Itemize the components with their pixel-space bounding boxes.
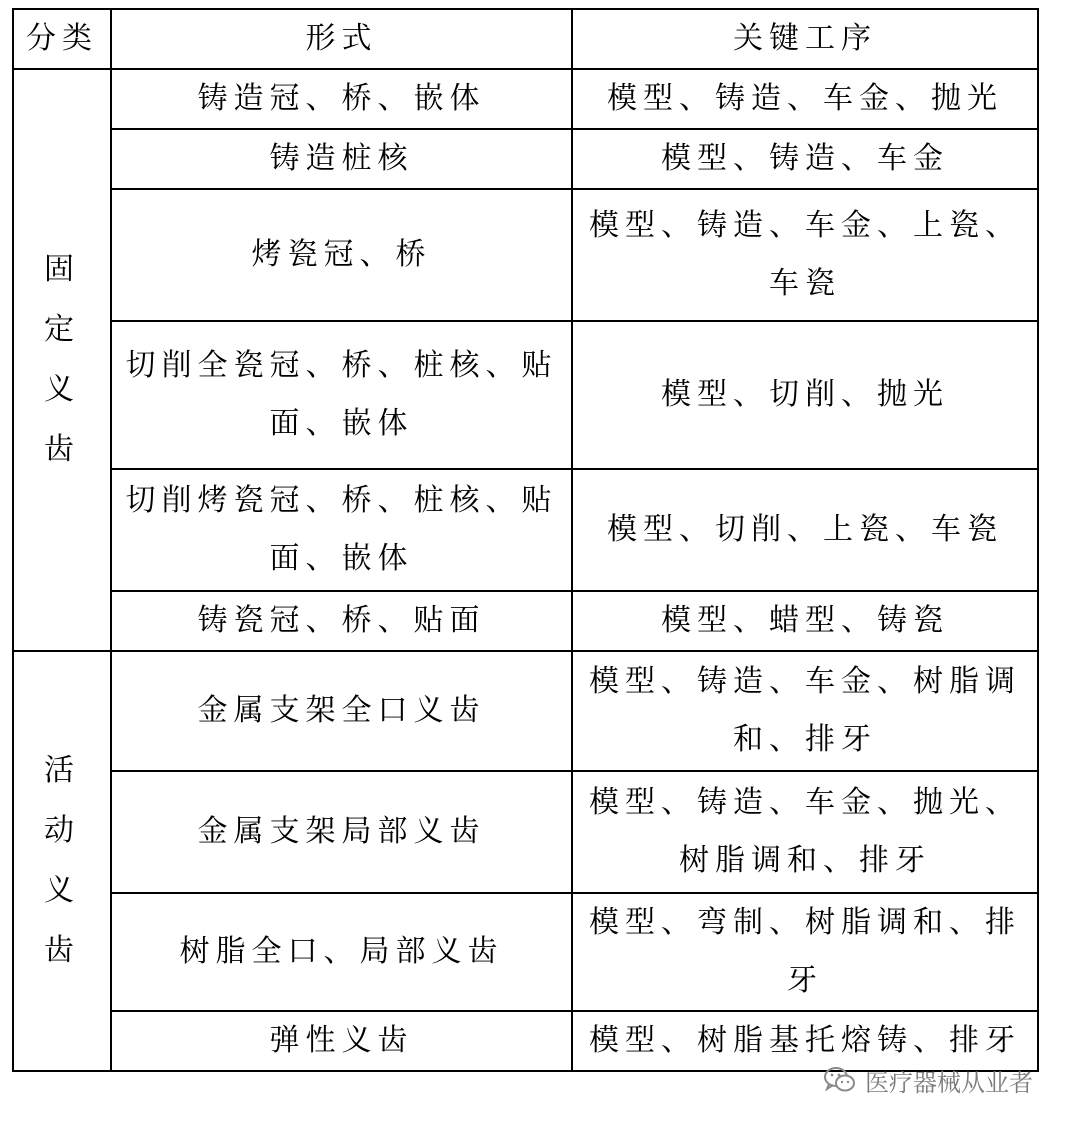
category-char: 齿 (44, 933, 80, 968)
process-cell: 模型、铸造、车金、树脂调和、排牙 (572, 651, 1038, 771)
category-char: 定 (44, 312, 80, 347)
table-row (13, 651, 1038, 771)
form-cell: 烤瓷冠、桥 (111, 189, 572, 321)
process-cell: 模型、铸造、车金、抛光 (572, 69, 1038, 129)
category-char: 义 (44, 372, 80, 407)
category-fixed-denture (13, 69, 111, 651)
table-row (13, 69, 1038, 129)
watermark (823, 1060, 1033, 1100)
table-row (13, 321, 1038, 469)
form-cell: 铸瓷冠、桥、贴面 (111, 591, 572, 651)
process-cell: 模型、铸造、车金、抛光、树脂调和、排牙 (572, 771, 1038, 893)
category-removable-denture (13, 651, 111, 1071)
process-cell: 模型、蜡型、铸瓷 (572, 591, 1038, 651)
header-category: 分类 (13, 9, 111, 69)
process-cell: 模型、树脂基托熔铸、排牙 (572, 1011, 1038, 1071)
process-cell: 模型、弯制、树脂调和、排牙 (572, 893, 1038, 1011)
wechat-icon (823, 1066, 857, 1094)
watermark-text: 医疗器械从业者 (865, 1068, 1033, 1097)
form-cell: 铸造桩核 (111, 129, 572, 189)
table-row (13, 591, 1038, 651)
category-char: 义 (44, 873, 80, 908)
category-char: 固 (44, 252, 80, 287)
denture-process-table (12, 8, 1039, 1072)
form-cell: 切削全瓷冠、桥、桩核、贴面、嵌体 (111, 321, 572, 469)
category-char: 齿 (44, 432, 80, 467)
process-cell: 模型、切削、抛光 (572, 321, 1038, 469)
header-form: 形式 (111, 9, 572, 69)
form-cell: 铸造冠、桥、嵌体 (111, 69, 572, 129)
form-cell: 树脂全口、局部义齿 (111, 893, 572, 1011)
table-row (13, 893, 1038, 1011)
form-cell: 金属支架全口义齿 (111, 651, 572, 771)
process-cell: 模型、铸造、车金 (572, 129, 1038, 189)
table-row (13, 189, 1038, 321)
table-header-row (13, 9, 1038, 69)
table-row (13, 771, 1038, 893)
table-row (13, 469, 1038, 591)
header-process: 关键工序 (572, 9, 1038, 69)
form-cell: 金属支架局部义齿 (111, 771, 572, 893)
form-cell: 弹性义齿 (111, 1011, 572, 1071)
form-cell: 切削烤瓷冠、桥、桩核、贴面、嵌体 (111, 469, 572, 591)
category-char: 动 (44, 813, 80, 848)
category-char: 活 (44, 753, 80, 788)
table-row (13, 129, 1038, 189)
process-cell: 模型、切削、上瓷、车瓷 (572, 469, 1038, 591)
process-cell: 模型、铸造、车金、上瓷、车瓷 (572, 189, 1038, 321)
